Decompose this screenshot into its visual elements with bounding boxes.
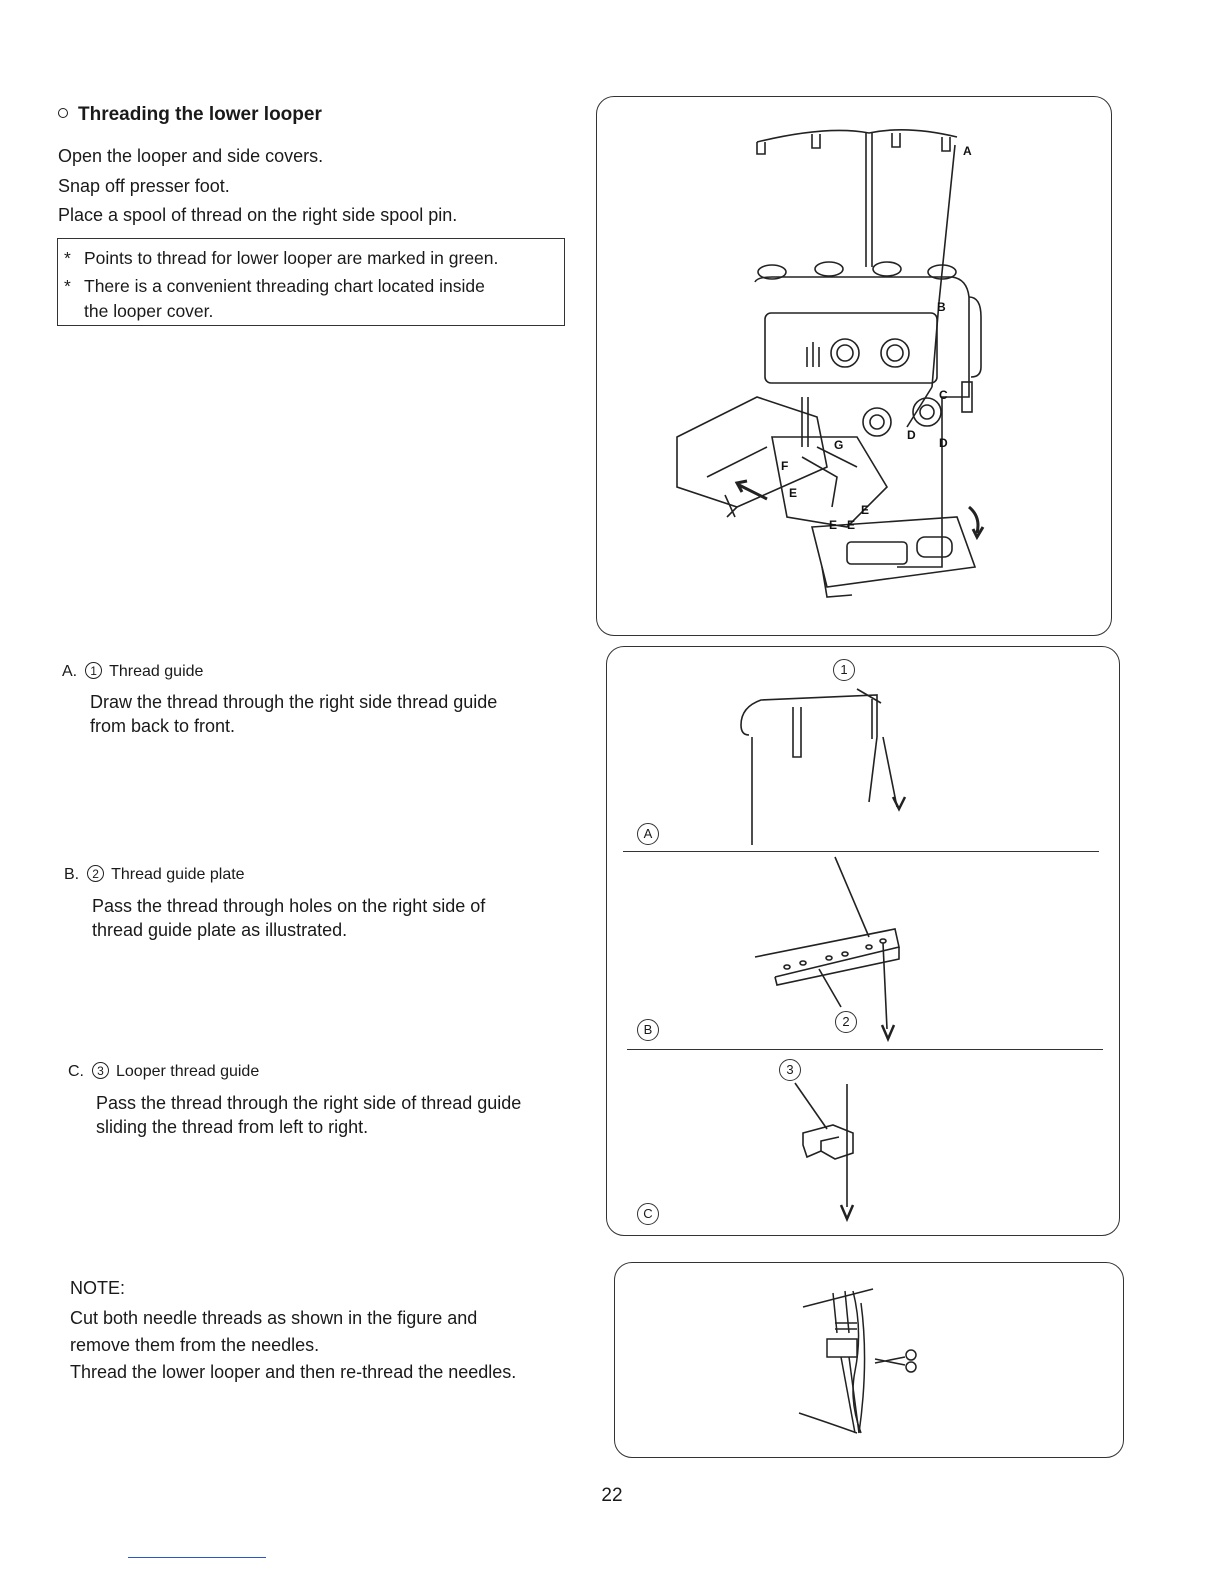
figure-label-f: F xyxy=(781,459,789,473)
step-c-text: Pass the thread through the right side of thread guide sliding the thread from left to right. xyxy=(96,1093,522,1137)
asterisk-icon: * xyxy=(64,276,71,296)
figure-label-b: B xyxy=(937,300,946,314)
intro-line: Open the looper and side covers. xyxy=(58,146,324,166)
panel-divider xyxy=(623,851,1099,852)
step-a-heading: A. 1 Thread guide xyxy=(62,663,204,680)
figure-label-e4: E xyxy=(847,518,856,532)
callout-2: 2 xyxy=(835,1011,857,1033)
figure-label-e3: E xyxy=(829,518,838,532)
step-c-heading: C. 3 Looper thread guide xyxy=(68,1063,260,1080)
panel-label-a: A xyxy=(637,823,659,845)
thread-guide-panels xyxy=(606,646,1120,1236)
intro-line: Place a spool of thread on the right side spool pin. xyxy=(58,205,458,225)
asterisk-icon: * xyxy=(64,248,71,268)
callout-3: 3 xyxy=(779,1059,801,1081)
step-b-heading: B. 2 Thread guide plate xyxy=(64,866,245,883)
needle-cut-drawing xyxy=(615,1263,1123,1457)
figure-label-e: E xyxy=(789,486,798,500)
callout-1: 1 xyxy=(833,659,855,681)
intro-line: Snap off presser foot. xyxy=(58,176,230,196)
figure-label-a: A xyxy=(963,144,972,158)
figure-label-d: D xyxy=(907,428,916,442)
section-title: Threading the lower looper xyxy=(58,104,322,126)
note-text: Cut both needle threads as shown in the figure and remove them from the needles. Thread the lower looper and then re-thread the needles. xyxy=(70,1308,517,1382)
notice-line: the looper cover. xyxy=(84,301,214,321)
serger-machine-drawing xyxy=(597,97,1111,635)
figure-label-c: C xyxy=(939,388,948,402)
bullet-icon xyxy=(58,108,68,118)
panel-divider xyxy=(627,1049,1103,1050)
figure-label-g: G xyxy=(834,438,844,452)
thread-guide-drawing xyxy=(607,647,1119,1235)
page-number: 22 xyxy=(601,1485,623,1506)
notice-line: * There is a convenient threading chart located inside xyxy=(64,276,485,296)
step-a-text: Draw the thread through the right side thread guide from back to front. xyxy=(90,692,498,736)
serger-figure xyxy=(596,96,1112,636)
step-b-text: Pass the thread through holes on the right side of thread guide plate as illustrated. xyxy=(92,896,486,940)
panel-label-b: B xyxy=(637,1019,659,1041)
figure-label-d2: D xyxy=(939,436,948,450)
figure-label-e2: E xyxy=(861,503,870,517)
panel-label-c: C xyxy=(637,1203,659,1225)
note-label: NOTE: xyxy=(70,1278,126,1298)
cut-threads-figure xyxy=(614,1262,1124,1458)
notice-line: * Points to thread for lower looper are marked in green. xyxy=(64,248,499,268)
bottom-rule xyxy=(128,1557,266,1558)
